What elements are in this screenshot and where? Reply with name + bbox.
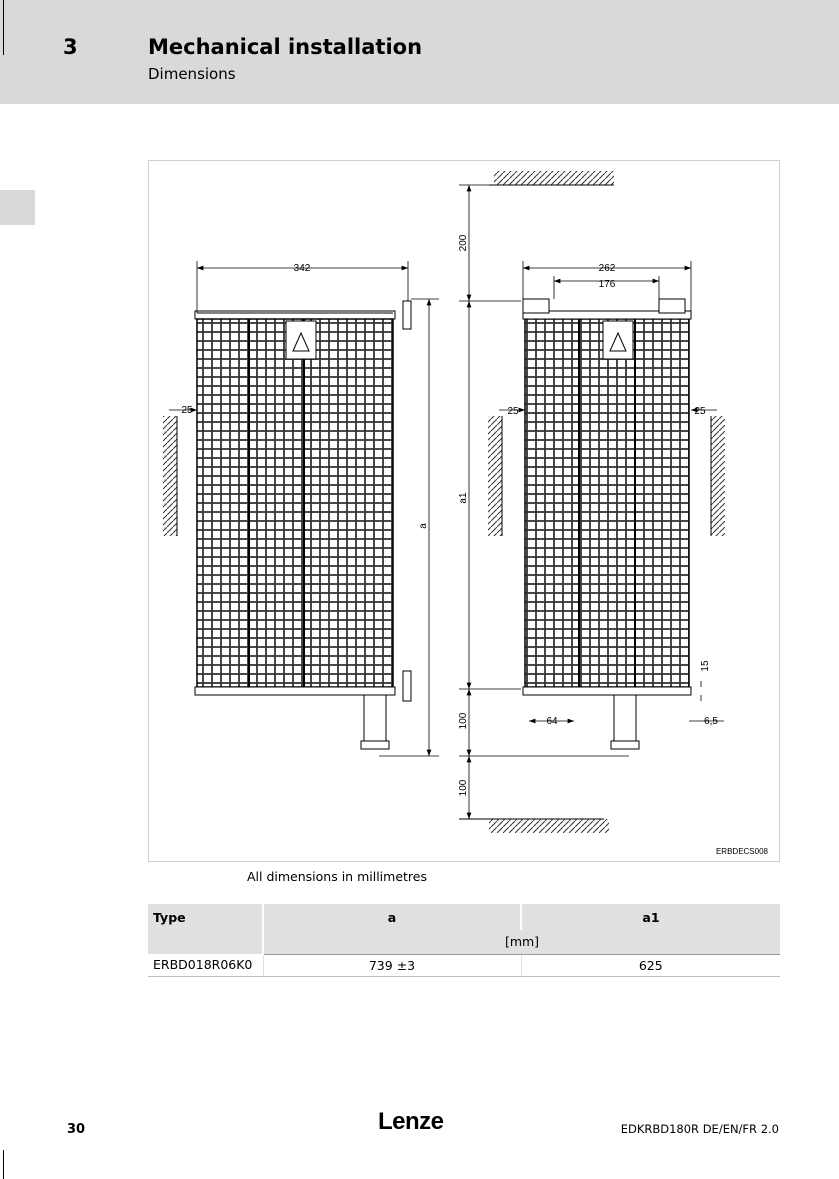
figure-code: ERBDECS008 bbox=[715, 847, 768, 856]
section-title: Dimensions bbox=[148, 65, 236, 83]
chapter-number: 3 bbox=[63, 35, 78, 59]
label-clear-left: 25 bbox=[181, 405, 193, 416]
unit-label: [mm] bbox=[263, 930, 780, 954]
label-clear-bottom-2: 100 bbox=[458, 779, 469, 797]
chapter-side-tab bbox=[0, 190, 35, 225]
label-foot-height: 15 bbox=[700, 660, 711, 672]
dimension-drawing-svg bbox=[149, 161, 781, 863]
label-hole-dia: 6,5 bbox=[704, 716, 718, 727]
label-foot-spacing: 176 bbox=[598, 279, 616, 290]
col-header-a: a bbox=[263, 904, 521, 930]
document-reference: EDKRBD180R DE/EN/FR 2.0 bbox=[620, 1122, 779, 1136]
side-view bbox=[488, 261, 725, 749]
col-header-a1: a1 bbox=[521, 904, 780, 930]
label-clear-top: 200 bbox=[458, 234, 469, 252]
front-view bbox=[163, 261, 439, 756]
crop-mark-top bbox=[3, 0, 4, 55]
cell-a1: 625 bbox=[521, 954, 780, 976]
label-clear-side-right: 25 bbox=[694, 406, 706, 417]
table-header-row bbox=[148, 904, 780, 930]
label-height-a: a bbox=[418, 523, 429, 529]
label-height-a1: a1 bbox=[458, 492, 469, 504]
cell-a: 739 ±3 bbox=[263, 954, 521, 976]
dimension-drawing bbox=[148, 160, 780, 862]
label-width-front: 342 bbox=[293, 263, 311, 274]
dimensions-caption: All dimensions in millimetres bbox=[247, 869, 427, 884]
label-clear-side-left: 25 bbox=[507, 406, 519, 417]
col-header-type: Type bbox=[148, 904, 263, 954]
dimensions-table bbox=[148, 904, 780, 977]
label-clear-bottom-1: 100 bbox=[458, 712, 469, 730]
cell-type: ERBD018R06K0 bbox=[148, 954, 263, 976]
label-foot-width: 64 bbox=[546, 716, 558, 727]
chapter-title: Mechanical installation bbox=[148, 35, 423, 59]
table-row bbox=[148, 954, 780, 976]
page-number: 30 bbox=[67, 1122, 86, 1137]
crop-mark-bottom bbox=[3, 1150, 4, 1179]
label-width-side: 262 bbox=[598, 263, 616, 274]
brand-logo: Lenze bbox=[378, 1108, 444, 1135]
